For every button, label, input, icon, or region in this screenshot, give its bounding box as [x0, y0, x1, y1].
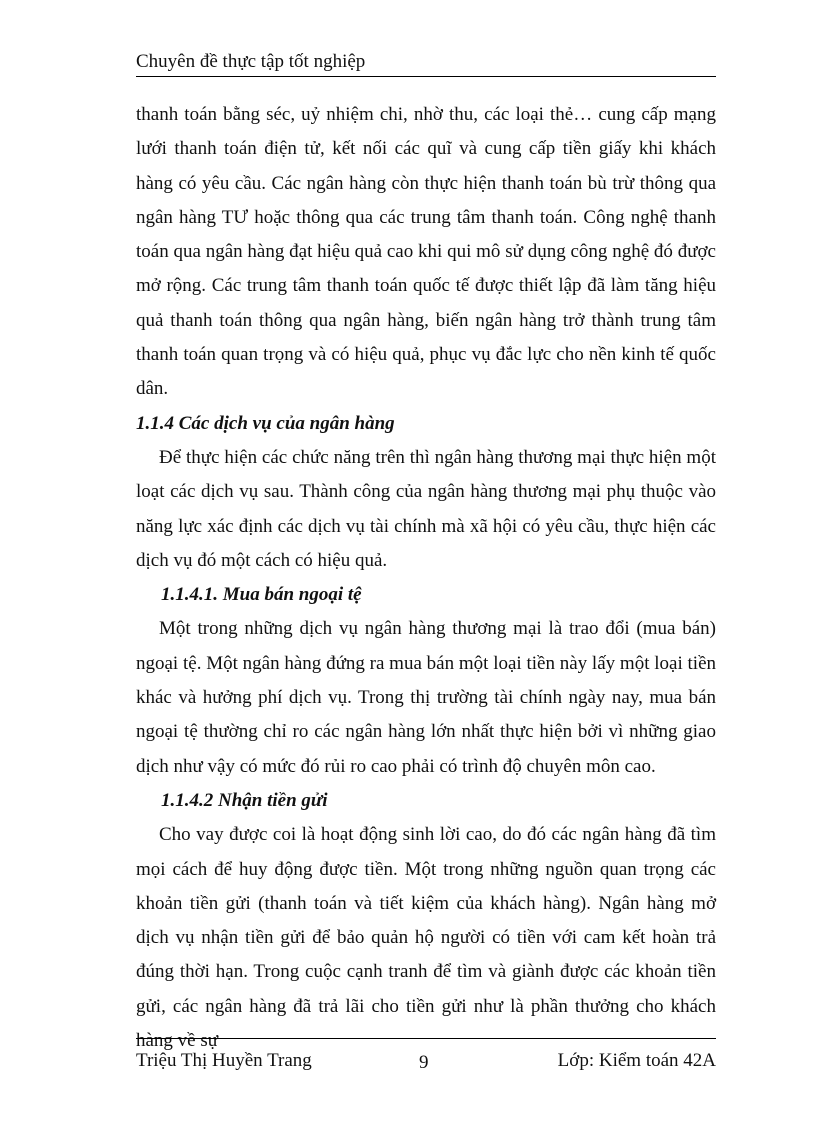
paragraph-2: Để thực hiện các chức năng trên thì ngân hàng thương mại thực hiện một loạt các dịch vụ sau. Thành công của ngân hàng thương mại phụ thuộc vào năng lực xác định các dịch vụ tài chính mà xã hội có yêu cầu, thực hiện các dịch vụ đó một cách có hiệu quả.	[136, 446, 716, 571]
paragraph-1: thanh toán bằng séc, uỷ nhiệm chi, nhờ thu, các loại thẻ… cung cấp mạng lưới thanh toán điện tử, kết nối các quĩ và cung cấp tiền giấy khi khách hàng có yêu cầu. Các ngân hàng còn thực hiện thanh toán bù trừ thông qua ngân hàng TƯ hoặc thông qua các trung tâm thanh toán. Công nghệ thanh toán qua ngân hàng đạt hiệu quả cao khi qui mô sử dụng công nghệ đó được mở rộng. Các trung tâm thanh toán quốc tế được thiết lập đã làm tăng hiệu quả thanh toán thông qua ngân hàng, biến ngân hàng trở thành trung tâm thanh toán quan trọng và có hiệu quả, phục vụ đắc lực cho nền kinh tế quốc dân.	[136, 104, 716, 400]
page-header	[136, 50, 716, 77]
footer-class: Lớp: Kiểm toán 42A	[557, 1050, 716, 1071]
paragraph-3: Một trong những dịch vụ ngân hàng thương mại là trao đổi (mua bán) ngoại tệ. Một ngân hàng đứng ra mua bán một loại tiền này lấy một loại tiền khác và hưởng phí dịch vụ. Trong thị trường tài chính ngày nay, mua bán ngoại tệ thường chỉ ro các ngân hàng lớn nhất thực hiện bởi vì những giao dịch như vậy có mức đó rủi ro cao phải có trình độ chuyên môn cao.	[136, 618, 716, 777]
section-heading-1-1-4-1: 1.1.4.1. Mua bán ngoại tệ	[161, 584, 362, 606]
document-body	[136, 98, 716, 1058]
section-heading-1-1-4-2: 1.1.4.2 Nhận tiền gửi	[161, 789, 328, 811]
footer-author: Triệu Thị Huyền Trang	[136, 1050, 312, 1071]
header-title: Chuyên đề thực tập tốt nghiệp	[136, 51, 366, 72]
section-heading-1-1-4: 1.1.4 Các dịch vụ của ngân hàng	[136, 412, 395, 434]
page-footer	[136, 1038, 716, 1075]
paragraph-4: Cho vay được coi là hoạt động sinh lời cao, do đó các ngân hàng đã tìm mọi cách để huy động được tiền. Một trong những nguồn quan trọng các khoản tiền gửi (thanh toán và tiết kiệm của khách hàng). Ngân hàng mở dịch vụ nhận tiền gửi để bảo quản hộ người có tiền với cam kết hoàn trả đúng thời hạn. Trong cuộc cạnh tranh để tìm và giành được các khoản tiền gửi, các ngân hàng đã trả lãi cho tiền gửi như là phần thưởng cho khách hàng về sự	[136, 824, 716, 1052]
page-number: 9	[419, 1052, 429, 1073]
